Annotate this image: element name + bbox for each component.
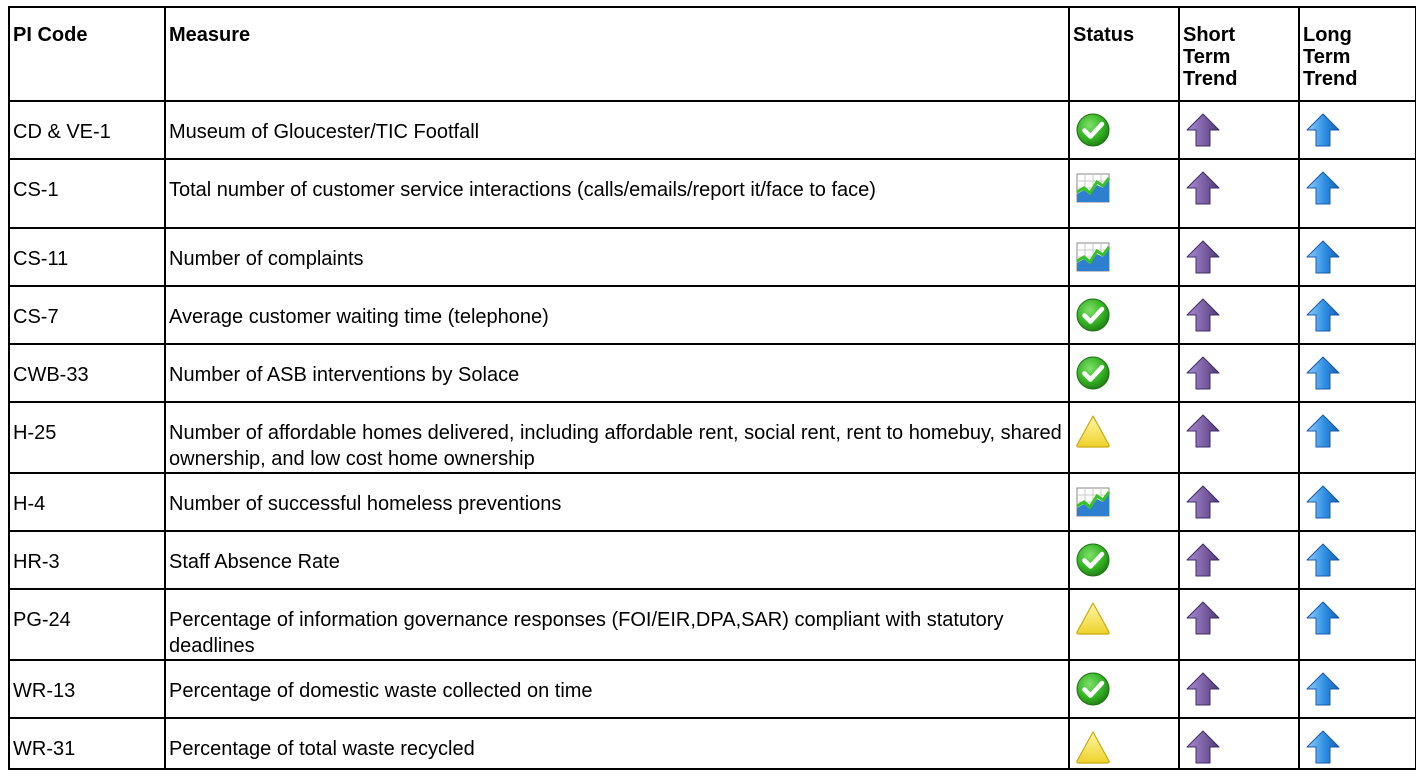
table-row: [9, 286, 1416, 344]
short-term-trend-cell: [1179, 159, 1299, 228]
long-term-trend-cell: [1299, 159, 1416, 228]
check-icon: [1075, 297, 1111, 333]
status-cell: [1069, 402, 1179, 473]
table-row: [9, 718, 1416, 769]
blue-up-arrow-icon: [1305, 355, 1341, 391]
purple-up-arrow-icon: [1185, 671, 1221, 707]
long-term-trend-cell: [1299, 473, 1416, 531]
measure-cell: Number of affordable homes delivered, including affordable rent, social rent, rent to homebuy, shared ownership, and low cost home ownership: [165, 402, 1069, 473]
purple-up-arrow-icon: [1185, 600, 1221, 636]
long-term-trend-cell: [1299, 589, 1416, 660]
header-short-term-trend: Short Term Trend: [1179, 7, 1299, 101]
warning-triangle-icon: [1075, 729, 1111, 765]
check-icon: [1075, 671, 1111, 707]
pi-code-cell: CS-1: [9, 159, 165, 228]
header-status: Status: [1069, 7, 1179, 101]
performance-indicator-table: [8, 6, 1416, 770]
header-pi-code: PI Code: [9, 7, 165, 101]
table-row: [9, 660, 1416, 718]
chart-icon: [1075, 484, 1111, 520]
pi-code-cell: H-25: [9, 402, 165, 473]
purple-up-arrow-icon: [1185, 484, 1221, 520]
header-measure: Measure: [165, 7, 1069, 101]
status-cell: [1069, 286, 1179, 344]
table-row: [9, 159, 1416, 228]
status-cell: [1069, 344, 1179, 402]
pi-code-cell: WR-31: [9, 718, 165, 769]
chart-icon: [1075, 239, 1111, 275]
blue-up-arrow-icon: [1305, 542, 1341, 578]
short-term-trend-cell: [1179, 718, 1299, 769]
short-term-trend-cell: [1179, 101, 1299, 159]
pi-code-cell: H-4: [9, 473, 165, 531]
blue-up-arrow-icon: [1305, 600, 1341, 636]
short-term-trend-cell: [1179, 660, 1299, 718]
status-cell: [1069, 589, 1179, 660]
long-term-trend-cell: [1299, 718, 1416, 769]
table-row: [9, 473, 1416, 531]
check-icon: [1075, 542, 1111, 578]
purple-up-arrow-icon: [1185, 297, 1221, 333]
table-row: [9, 344, 1416, 402]
blue-up-arrow-icon: [1305, 729, 1341, 765]
table-row: [9, 402, 1416, 473]
table-row: [9, 101, 1416, 159]
measure-cell: Total number of customer service interactions (calls/emails/report it/face to face): [165, 159, 1069, 228]
blue-up-arrow-icon: [1305, 484, 1341, 520]
measure-cell: Number of ASB interventions by Solace: [165, 344, 1069, 402]
status-cell: [1069, 159, 1179, 228]
table-row: [9, 531, 1416, 589]
long-term-trend-cell: [1299, 531, 1416, 589]
purple-up-arrow-icon: [1185, 413, 1221, 449]
measure-cell: Museum of Gloucester/TIC Footfall: [165, 101, 1069, 159]
short-term-trend-cell: [1179, 228, 1299, 286]
check-icon: [1075, 355, 1111, 391]
long-term-trend-cell: [1299, 228, 1416, 286]
pi-code-cell: HR-3: [9, 531, 165, 589]
long-term-trend-cell: [1299, 344, 1416, 402]
status-cell: [1069, 101, 1179, 159]
check-icon: [1075, 112, 1111, 148]
measure-cell: Percentage of information governance responses (FOI/EIR,DPA,SAR) compliant with statutory deadlines: [165, 589, 1069, 660]
table-header-row: [9, 7, 1416, 101]
pi-code-cell: WR-13: [9, 660, 165, 718]
pi-code-cell: CWB-33: [9, 344, 165, 402]
purple-up-arrow-icon: [1185, 170, 1221, 206]
blue-up-arrow-icon: [1305, 170, 1341, 206]
blue-up-arrow-icon: [1305, 413, 1341, 449]
status-cell: [1069, 228, 1179, 286]
measure-cell: Percentage of total waste recycled: [165, 718, 1069, 769]
pi-code-cell: CD & VE-1: [9, 101, 165, 159]
status-cell: [1069, 660, 1179, 718]
blue-up-arrow-icon: [1305, 671, 1341, 707]
pi-code-cell: CS-11: [9, 228, 165, 286]
table-row: [9, 228, 1416, 286]
chart-icon: [1075, 170, 1111, 206]
short-term-trend-cell: [1179, 344, 1299, 402]
blue-up-arrow-icon: [1305, 239, 1341, 275]
status-cell: [1069, 531, 1179, 589]
short-term-trend-cell: [1179, 531, 1299, 589]
warning-triangle-icon: [1075, 600, 1111, 636]
warning-triangle-icon: [1075, 413, 1111, 449]
pi-code-cell: PG-24: [9, 589, 165, 660]
short-term-trend-cell: [1179, 473, 1299, 531]
status-cell: [1069, 718, 1179, 769]
status-cell: [1069, 473, 1179, 531]
long-term-trend-cell: [1299, 286, 1416, 344]
purple-up-arrow-icon: [1185, 355, 1221, 391]
long-term-trend-cell: [1299, 660, 1416, 718]
purple-up-arrow-icon: [1185, 239, 1221, 275]
pi-code-cell: CS-7: [9, 286, 165, 344]
purple-up-arrow-icon: [1185, 112, 1221, 148]
measure-cell: Average customer waiting time (telephone): [165, 286, 1069, 344]
header-long-term-trend: Long Term Trend: [1299, 7, 1416, 101]
short-term-trend-cell: [1179, 402, 1299, 473]
long-term-trend-cell: [1299, 402, 1416, 473]
measure-cell: Staff Absence Rate: [165, 531, 1069, 589]
table-row: [9, 589, 1416, 660]
purple-up-arrow-icon: [1185, 542, 1221, 578]
short-term-trend-cell: [1179, 286, 1299, 344]
long-term-trend-cell: [1299, 101, 1416, 159]
measure-cell: Number of complaints: [165, 228, 1069, 286]
blue-up-arrow-icon: [1305, 297, 1341, 333]
blue-up-arrow-icon: [1305, 112, 1341, 148]
measure-cell: Percentage of domestic waste collected on time: [165, 660, 1069, 718]
purple-up-arrow-icon: [1185, 729, 1221, 765]
measure-cell: Number of successful homeless preventions: [165, 473, 1069, 531]
short-term-trend-cell: [1179, 589, 1299, 660]
